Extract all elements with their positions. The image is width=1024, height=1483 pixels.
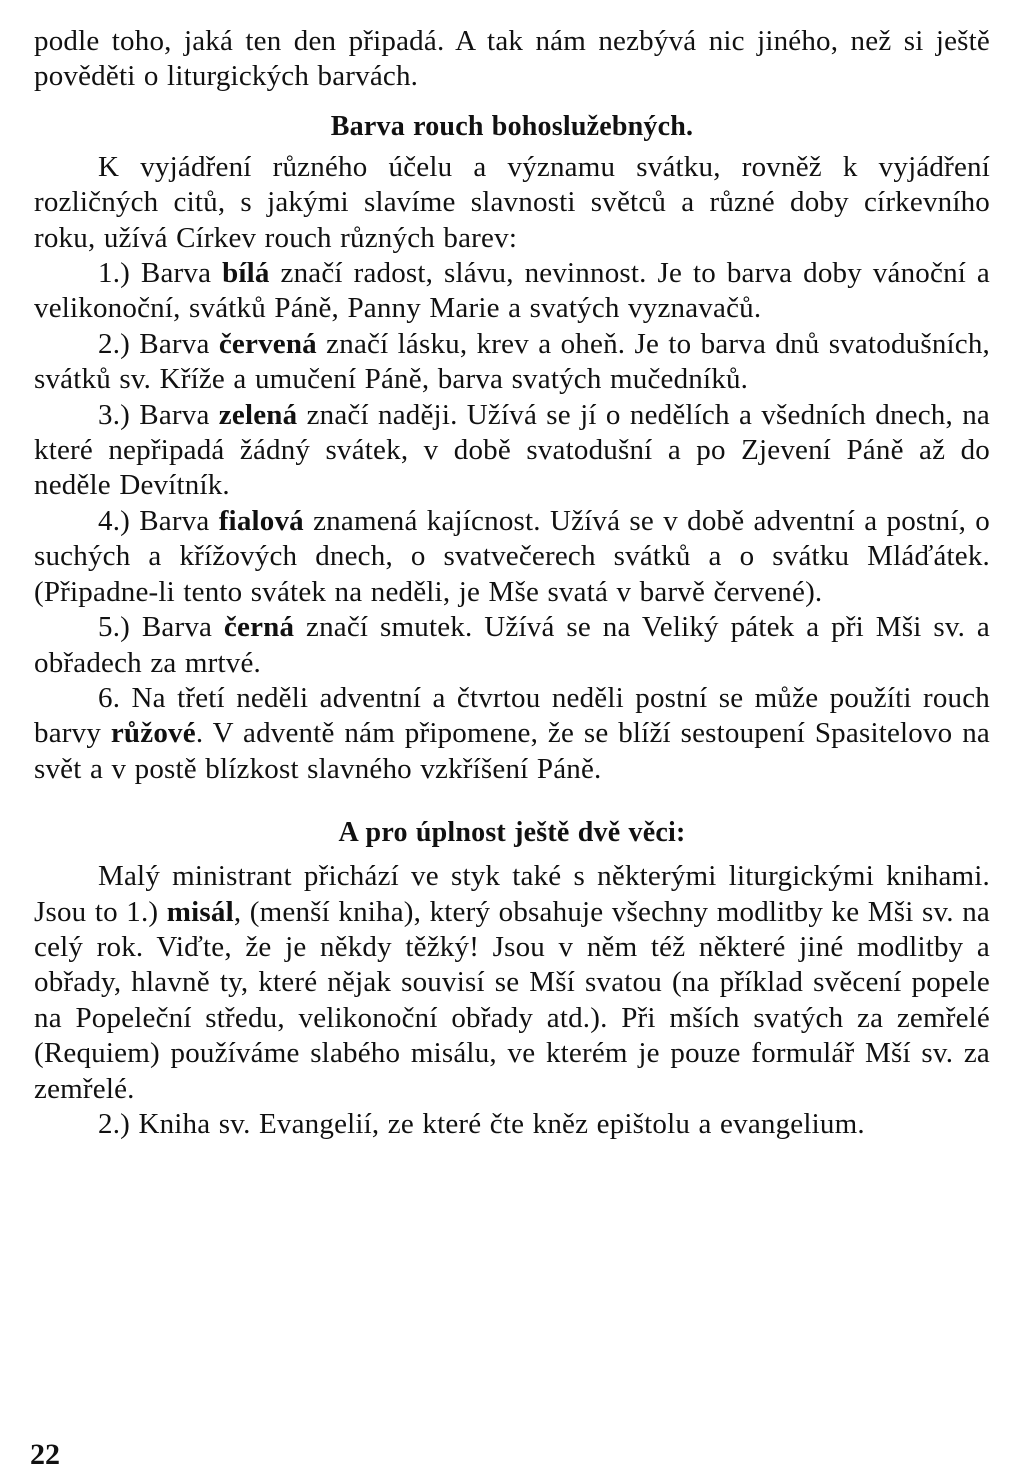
- liturgical-books-paragraph: Malý ministrant přichází ve styk také s některými liturgickými knihami. Jsou to 1.) misál, (menší kniha), který obsahuje všechny modlitby ke Mši sv. na celý rok. Viďte, že je někdy těžký! Jsou v něm též některé jiné modlitby a obřady, hlavně ty, které nějak souvisí se Mší svatou (na příklad svěcení popele na Popeleční středu, velikonoční obřady atd.). Při mších svatých za zemřelé (Requiem) používáme slabého misálu, ve kterém je pouze formulář Mší sv. za zemřelé.: [34, 860, 990, 1105]
- color-term: černá: [223, 611, 295, 644]
- color-item-red: 2.) Barva červená značí lásku, krev a oheň. Je to barva dnů svatodušních, svátků sv. Kříže a umučení Páně, barva svatých mučedníků.: [34, 327, 991, 396]
- intro-paragraph: podle toho, jaká ten den připadá. A tak nám nezbývá nic jiného, než si ještě pověděti o liturgických barvách.: [34, 25, 990, 93]
- color-term: fialová: [218, 504, 304, 537]
- color-item-rose: 6. Na třetí neděli adventní a čtvrtou neděli postní se může použíti rouch barvy růžové. V adventě nám připomene, že se blíží sestoupení Spasitelovo na svět a v postě blízkost slavného vzkříšení Páně.: [34, 681, 990, 785]
- section-heading-vestment-colors: Barva rouch bohoslužebných.: [330, 110, 694, 142]
- color-item-white: 1.) Barva bílá značí radost, slávu, nevinnost. Je to barva doby vánoční a velikonoční, svátků Páně, Panny Marie a svatých vyznavačů.: [34, 257, 990, 325]
- color-term: bílá: [222, 257, 270, 290]
- color-term: zelená: [218, 398, 298, 431]
- book-page: [34, 24, 990, 1142]
- gospel-book-paragraph: 2.) Kniha sv. Evangelií, ze které čte kněz epištolu a evangelium.: [98, 1107, 865, 1140]
- page-number: 22: [30, 1438, 60, 1471]
- section-intro-paragraph: K vyjádření různého účelu a významu svátku, rovněž k vyjádření rozličných citů, s jakými slavíme slavnosti světců a různé doby církevního roku, užívá Církev rouch různých barev:: [34, 150, 990, 254]
- color-item-violet: 4.) Barva fialová znamená kajícnost. Užívá se v době adventní a postní, o suchých a křížových dnech, o svatvečerech svátků a o svátku Mláďátek. (Připadne-li tento svátek na neděli, je Mše svatá v barvě červené).: [34, 504, 990, 608]
- color-term: růžové: [110, 717, 196, 750]
- section-heading-liturgical-books: A pro úplnost ještě dvě věci:: [338, 817, 686, 849]
- color-term: červená: [218, 327, 317, 360]
- book-term: misál: [166, 895, 234, 928]
- color-item-green: 3.) Barva zelená značí naději. Užívá se jí o nedělích a všedních dnech, na které nepřipadá žádný svátek, v době svatodušní a po Zjevení Páně až do neděle Devítník.: [34, 398, 990, 502]
- color-item-black: 5.) Barva černá značí smutek. Užívá se na Veliký pátek a při Mši sv. a obřadech za mrtvé.: [34, 611, 990, 679]
